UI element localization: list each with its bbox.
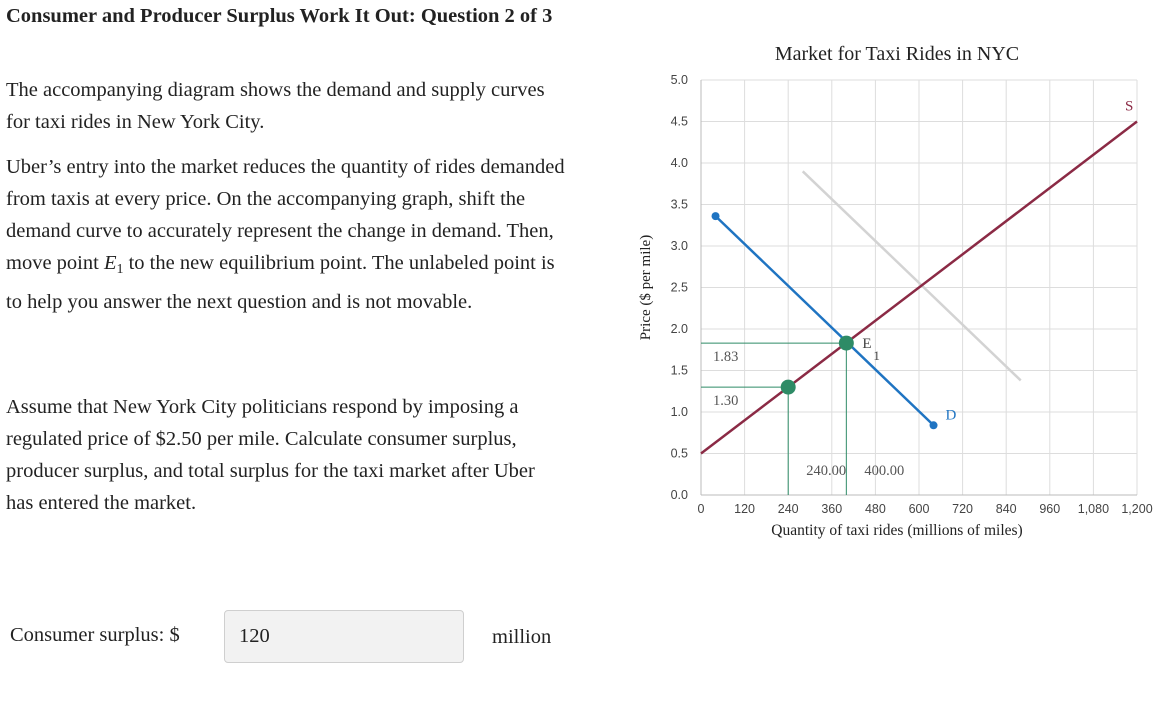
consumer-surplus-unit: million: [492, 626, 552, 648]
price-value-label: 1.30: [713, 393, 739, 410]
x-tick-label: 240: [777, 502, 799, 516]
demand-curve: [716, 216, 934, 425]
taxi-market-chart[interactable]: [620, 30, 1160, 550]
y-tick-label: 2.0: [670, 322, 688, 336]
y-tick-label: 2.5: [670, 280, 688, 295]
y-axis-label: Price ($ per mile): [638, 234, 654, 341]
instruction-text-a: Uber’s entry into the market reduces the quantity of rides demanded from taxis at every price. On the accompanying graph, shift the demand curve to accurately represent the change in demand. Then, move point: [6, 156, 565, 274]
y-tick-label: 1.5: [670, 363, 688, 378]
quantity-value-label: 400.00: [864, 463, 905, 479]
y-tick-labels: [671, 73, 688, 502]
y-tick-label: 4.5: [670, 114, 688, 129]
quantity-value-label: 240.00: [806, 463, 847, 479]
question-title: Consumer and Producer Surplus Work It Out: Question 2 of 3: [6, 5, 553, 27]
instruction-text-b: to the new equilibrium point. The unlabeled point is to help you answer the next question and is not movable.: [6, 252, 555, 313]
x-tick-label: 360: [821, 502, 843, 516]
demand-endpoint-handle: [930, 421, 938, 429]
y-tick-label: 0.5: [670, 446, 688, 461]
x-tick-label: 1,080: [1077, 502, 1110, 516]
equilibrium-point-e1: [839, 336, 854, 351]
x-tick-label: 960: [1039, 502, 1061, 516]
demand-label: D: [945, 407, 957, 424]
fixed-point: [781, 380, 796, 395]
y-tick-label: 4.0: [670, 156, 688, 170]
demand-endpoint-handle: [712, 212, 720, 220]
point-symbol: E: [103, 252, 117, 274]
x-tick-label: 1,200: [1121, 502, 1153, 516]
point-label-subscript: 1: [873, 348, 880, 364]
y-tick-label: 0.0: [670, 488, 688, 502]
y-tick-label: 3.5: [670, 197, 688, 212]
point-subscript: 1: [116, 262, 124, 277]
supply-label: S: [1125, 98, 1134, 115]
price-value-label: 1.83: [713, 349, 739, 366]
value-labels: [713, 99, 1133, 480]
y-tick-label: 1.0: [670, 405, 688, 419]
x-axis-label: Quantity of taxi rides (millions of miles): [771, 522, 1023, 539]
chart-title: Market for Taxi Rides in NYC: [774, 43, 1020, 65]
x-tick-label: 840: [995, 502, 1017, 516]
x-tick-labels: [698, 502, 1153, 516]
x-tick-label: 120: [734, 502, 756, 516]
instruction-paragraph: [6, 151, 566, 318]
consumer-surplus-label: Consumer surplus: $: [10, 624, 180, 646]
regulation-paragraph: Assume that New York City politicians respond by imposing a regulated price of $2.50 per mile. Calculate consumer surplus, producer surplus, and total surplus for the taxi market after Uber has entered the market.: [6, 396, 535, 514]
x-tick-label: 480: [864, 502, 886, 516]
x-tick-label: 720: [952, 502, 974, 516]
consumer-surplus-input[interactable]: [224, 610, 464, 663]
point-label: E: [862, 336, 872, 353]
x-tick-label: 600: [908, 502, 930, 516]
x-tick-label: 0: [697, 502, 705, 516]
y-tick-label: 3.0: [670, 239, 688, 253]
intro-paragraph: The accompanying diagram shows the demand and supply curves for taxi rides in New York City.: [6, 79, 545, 133]
y-tick-label: 5.0: [670, 73, 688, 87]
original-demand-curve: [803, 171, 1021, 380]
